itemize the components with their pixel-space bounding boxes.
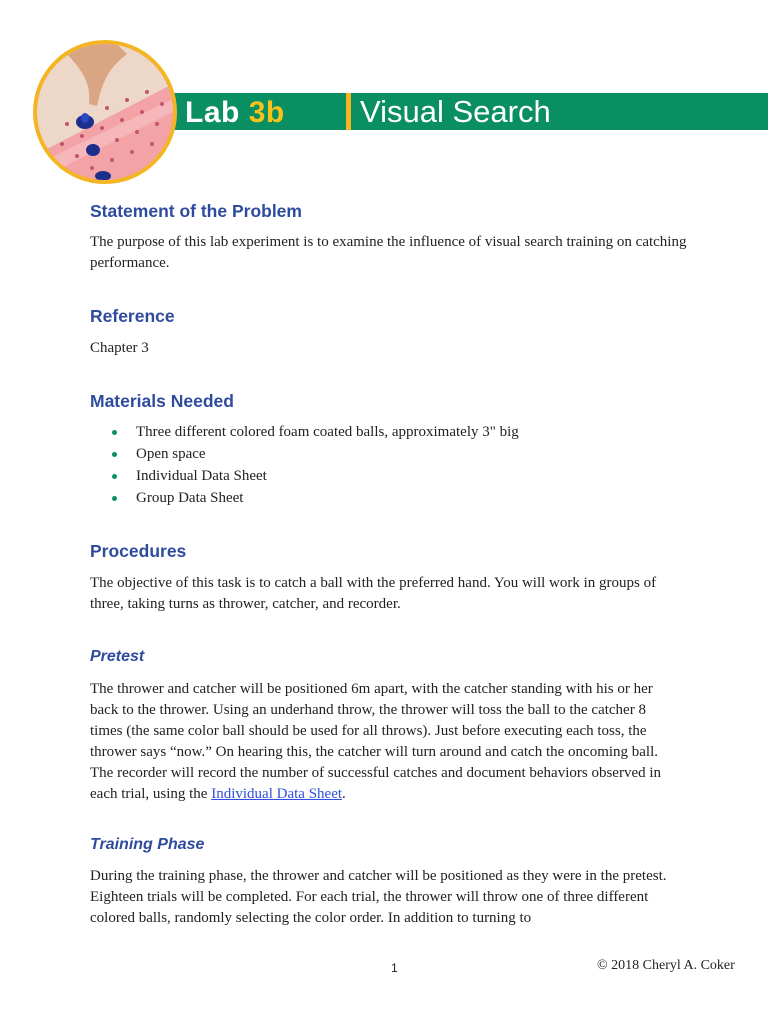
reference-text: Chapter 3	[90, 340, 149, 356]
lab-label	[185, 95, 285, 131]
list-item: Individual Data Sheet	[90, 465, 690, 487]
individual-data-sheet-link[interactable]: Individual Data Sheet	[211, 786, 343, 802]
problem-text: The purpose of this lab experiment is to examine the influence of visual search training on catching performance.	[90, 234, 687, 271]
list-item: Open space	[90, 443, 690, 465]
lab-word: Lab	[185, 96, 240, 129]
pretest-text: The thrower and catcher will be positioned 6m apart, with the catcher standing with his or her back to the thrower. Using an underhand throw, the thrower will toss the ball to the catcher 8 times (the same color ball should be used for all throws). Just before executing each toss, the thrower says “now.” On hearing this, the catcher will turn around and catch the oncoming ball. The recorder will record the number of successful catches and document behaviors observed in each trial, using the Individual Data Sheet.	[90, 681, 662, 802]
header-photo	[33, 40, 177, 184]
pretest-heading: Pretest	[90, 648, 145, 665]
bullet-icon	[112, 474, 117, 479]
training-heading: Training Phase	[90, 836, 205, 853]
page-number: 1	[391, 961, 398, 975]
copyright: © 2018 Cheryl A. Coker	[597, 958, 735, 973]
list-item: Group Data Sheet	[90, 487, 690, 509]
problem-heading: Statement of the Problem	[90, 201, 302, 221]
bullet-icon	[112, 496, 117, 501]
training-text: During the training phase, the thrower and catcher will be positioned as they were in the pretest. Eighteen trials will be completed. For each trial, the thrower will throw one of three different colored balls, randomly selecting the color order. In addition to turning to	[90, 868, 667, 926]
bullet-icon	[112, 452, 117, 457]
lab-number: 3b	[248, 96, 285, 129]
reference-heading: Reference	[90, 306, 175, 326]
banner-divider	[346, 93, 351, 130]
materials-list	[90, 421, 690, 509]
materials-heading: Materials Needed	[90, 391, 234, 411]
procedures-text: The objective of this task is to catch a ball with the preferred hand. You will work in groups of three, taking turns as thrower, catcher, and recorder.	[90, 575, 657, 612]
procedures-heading: Procedures	[90, 541, 187, 561]
bullet-icon	[112, 430, 117, 435]
list-item: Three different colored foam coated balls, approximately 3" big	[90, 421, 690, 443]
page-title: Visual Search	[360, 94, 551, 129]
